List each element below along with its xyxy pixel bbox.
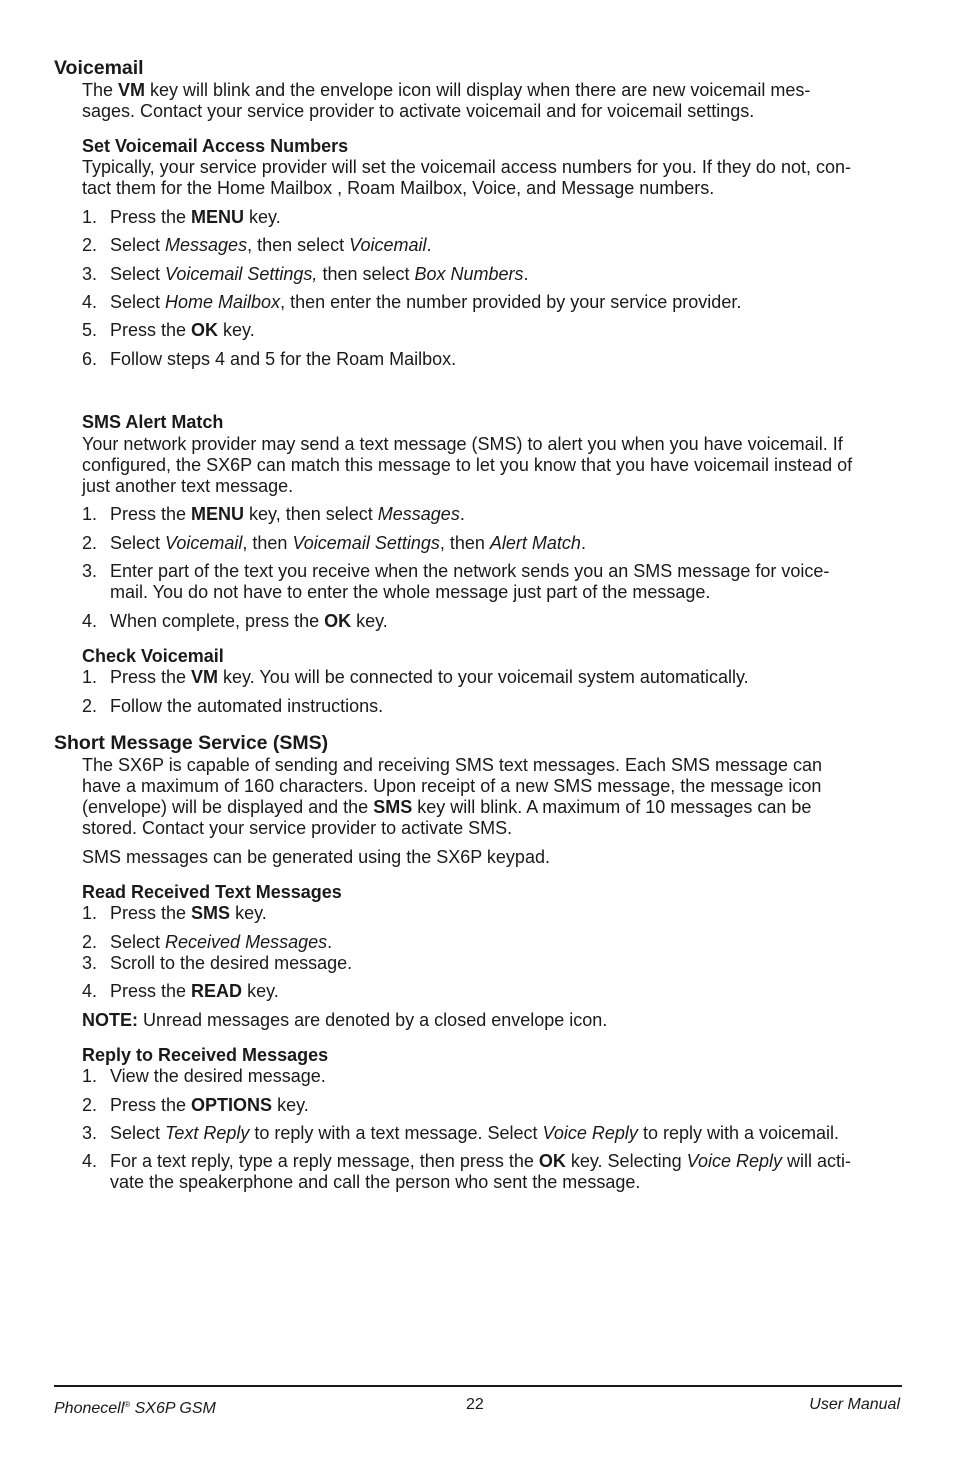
list-item: 1. Press the MENU key. xyxy=(82,207,281,227)
subheading-set-access-numbers: Set Voicemail Access Numbers xyxy=(82,136,349,156)
list-item: 5. Press the OK key. xyxy=(82,320,255,340)
list-item: 2. Press the OPTIONS key. xyxy=(82,1095,309,1115)
sms-keypad-note: SMS messages can be generated using the SX6P keypad. xyxy=(82,847,550,867)
page-number: 22 xyxy=(466,1396,484,1413)
list-item: 1. Press the VM key. You will be connected to your voicemail system automatically. xyxy=(82,667,749,687)
subheading-reply-messages: Reply to Received Messages xyxy=(82,1045,329,1065)
list-item: 1. Press the MENU key, then select Messages. xyxy=(82,504,465,524)
list-item: 2. Select Received Messages. xyxy=(82,932,333,952)
list-item: 1. View the desired message. xyxy=(82,1066,326,1086)
footer-doc-title: User Manual xyxy=(809,1396,900,1413)
list-item: 1. Press the SMS key. xyxy=(82,903,267,923)
set-access-description: Typically, your service provider will set the voicemail access numbers for you. If they do not, con- tact them for the Home Mailbox , Roam Mailbox, Voice, and Message numbers. xyxy=(82,157,851,198)
sms-alert-description: Your network provider may send a text message (SMS) to alert you when you have voicemail. If configured, the SX6P can match this message to let you know that you have voicemail instead of just another text message. xyxy=(82,434,853,496)
list-item: 4. Press the READ key. xyxy=(82,981,279,1001)
note: NOTE: Unread messages are denoted by a closed envelope icon. xyxy=(82,1010,608,1030)
list-item: 4. For a text reply, type a reply message, then press the OK key. Selecting Voice Reply will acti- vate the speakerphone and call the person who sent the message. xyxy=(82,1151,852,1192)
subheading-check-voicemail: Check Voicemail xyxy=(82,646,224,666)
list-item: 4. Select Home Mailbox, then enter the number provided by your service provider. xyxy=(82,292,742,312)
list-item: 2. Select Messages, then select Voicemail. xyxy=(82,235,432,255)
footer-product: Phonecell® SX6P GSM xyxy=(54,1400,216,1417)
list-item: 3. Enter part of the text you receive when the network sends you an SMS message for voice- mail. You do not have to enter the whole message just part of the message. xyxy=(82,561,830,602)
section-heading-voicemail: Voicemail xyxy=(54,57,144,79)
section-heading-sms: Short Message Service (SMS) xyxy=(54,732,329,754)
sms-intro: The SX6P is capable of sending and receiving SMS text messages. Each SMS message can have a maximum of 160 characters. Upon receipt of a new SMS message, the message icon (envelope) will be displayed and the SMS key will blink. A maximum of 10 messages can be stored. Contact your service provider to activate SMS. xyxy=(82,755,823,838)
list-item: 3. Select Voicemail Settings, then select Box Numbers. xyxy=(82,264,529,284)
footer-divider xyxy=(54,1385,902,1387)
voicemail-intro: The VM key will blink and the envelope icon will display when there are new voicemail mes- sages. Contact your service provider to activate voicemail and for voicemail settings. xyxy=(82,80,811,121)
list-item: 3. Scroll to the desired message. xyxy=(82,953,353,973)
list-item: 4. When complete, press the OK key. xyxy=(82,611,388,631)
list-item: 6. Follow steps 4 and 5 for the Roam Mailbox. xyxy=(82,349,457,369)
list-item: 2. Select Voicemail, then Voicemail Settings, then Alert Match. xyxy=(82,533,586,553)
subheading-sms-alert-match: SMS Alert Match xyxy=(82,412,224,432)
subheading-read-messages: Read Received Text Messages xyxy=(82,882,342,902)
list-item: 3. Select Text Reply to reply with a text message. Select Voice Reply to reply with a voicemail. xyxy=(82,1123,840,1143)
list-item: 2. Follow the automated instructions. xyxy=(82,696,384,716)
